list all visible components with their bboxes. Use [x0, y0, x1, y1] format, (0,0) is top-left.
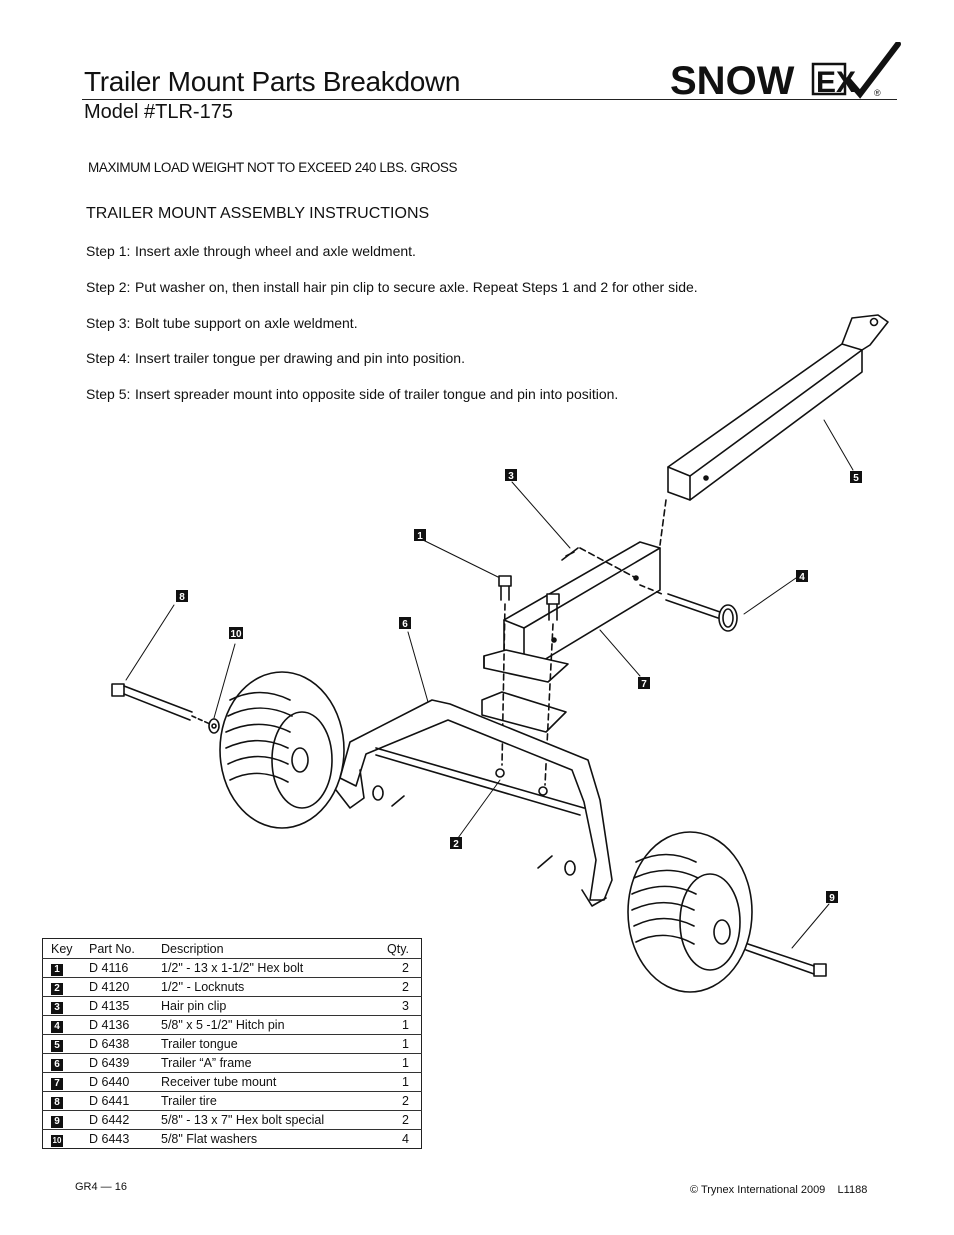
step-label: Step 2: — [86, 279, 131, 295]
callout-10 — [229, 627, 243, 640]
table-row — [43, 1054, 422, 1073]
key-badge: 2 — [51, 983, 63, 995]
qty: 1 — [376, 1016, 421, 1035]
parts-table — [42, 938, 422, 1149]
callout-3 — [505, 469, 517, 482]
part-no: D 6443 — [89, 1130, 161, 1149]
table-row — [43, 1035, 422, 1054]
step-text: Insert spreader mount into opposite side of trailer tongue and pin into position. — [135, 386, 619, 402]
header-key: Key — [51, 941, 73, 956]
leader-lines — [126, 420, 853, 948]
key-badge: 9 — [51, 1116, 63, 1128]
part-no: D 4135 — [89, 997, 161, 1016]
receiver-tube-mount — [482, 542, 660, 732]
right-tire — [628, 832, 752, 992]
callout-7 — [638, 677, 650, 690]
qty: 1 — [376, 1054, 421, 1073]
header-description: Description — [161, 941, 224, 956]
svg-text:2: 2 — [453, 839, 459, 850]
key-badge: 1 — [51, 964, 63, 976]
step-label: Step 5: — [86, 386, 131, 402]
footer-copyright — [690, 1184, 867, 1196]
hair-pin-clip — [562, 548, 578, 560]
table-row — [43, 1016, 422, 1035]
qty: 1 — [376, 1035, 421, 1054]
header-part-no: Part No. — [89, 941, 135, 956]
callout-5 — [850, 471, 862, 484]
svg-text:10: 10 — [230, 629, 242, 640]
document-code: L1188 — [837, 1184, 868, 1196]
svg-text:9: 9 — [829, 893, 835, 904]
table-row — [43, 1092, 422, 1111]
description: 5/8" - 13 x 7" Hex bolt special — [161, 1111, 376, 1130]
key-badge: 3 — [51, 1002, 63, 1014]
key-badge: 5 — [51, 1040, 63, 1052]
qty: 2 — [376, 1092, 421, 1111]
part-no: D 4120 — [89, 978, 161, 997]
page-number: GR4 — 16 — [75, 1181, 127, 1193]
qty: 2 — [376, 959, 421, 978]
description: Hair pin clip — [161, 997, 376, 1016]
qty: 1 — [376, 1073, 421, 1092]
trailer-tongue — [660, 315, 888, 545]
description: Receiver tube mount — [161, 1073, 376, 1092]
key-badge: 8 — [51, 1097, 63, 1109]
part-no: D 6441 — [89, 1092, 161, 1111]
callout-4 — [796, 570, 808, 583]
copyright-text: © Trynex International 2009 — [690, 1184, 826, 1196]
table-row — [43, 978, 422, 997]
table-row — [43, 959, 422, 978]
qty: 2 — [376, 978, 421, 997]
hitch-pin — [640, 585, 737, 631]
step-text: Bolt tube support on axle weldment. — [135, 315, 358, 331]
callout-9 — [826, 891, 838, 904]
qty: 2 — [376, 1111, 421, 1130]
step-text: Insert axle through wheel and axle weldment. — [135, 243, 416, 259]
part-no: D 6440 — [89, 1073, 161, 1092]
key-badge: 6 — [51, 1059, 63, 1071]
table-row — [43, 1073, 422, 1092]
instructions-heading: TRAILER MOUNT ASSEMBLY INSTRUCTIONS — [86, 205, 430, 222]
svg-text:4: 4 — [799, 572, 805, 583]
logo-snow-text: SNOW — [670, 59, 795, 100]
table-row — [43, 1111, 422, 1130]
logo-ex-text: EX — [816, 66, 857, 99]
step-label: Step 1: — [86, 243, 131, 259]
step-label: Step 4: — [86, 350, 131, 366]
header-qty: Qty. — [387, 941, 409, 956]
description: 1/2" - 13 x 1-1/2" Hex bolt — [161, 959, 376, 978]
table-row — [43, 1130, 422, 1149]
svg-text:5: 5 — [853, 473, 859, 484]
table-row — [43, 997, 422, 1016]
qty: 4 — [376, 1130, 421, 1149]
part-no: D 6439 — [89, 1054, 161, 1073]
key-badge: 7 — [51, 1078, 63, 1090]
key-badge: 4 — [51, 1021, 63, 1033]
callout-8 — [176, 590, 188, 603]
table-header-row — [43, 939, 422, 959]
part-no: D 6442 — [89, 1111, 161, 1130]
part-no: D 6438 — [89, 1035, 161, 1054]
key-badge: 10 — [52, 1135, 62, 1145]
step-label: Step 3: — [86, 315, 131, 331]
step-text: Insert trailer tongue per drawing and pin into position. — [135, 350, 465, 366]
registered-mark: ® — [874, 88, 881, 98]
model-number: Model #TLR-175 — [84, 101, 233, 123]
description: Trailer tongue — [161, 1035, 376, 1054]
description: Trailer “A” frame — [161, 1054, 376, 1073]
load-warning: MAXIMUM LOAD WEIGHT NOT TO EXCEED 240 LBS. GROSS — [88, 160, 458, 175]
step-text: Put washer on, then install hair pin clip to secure axle. Repeat Steps 1 and 2 for other side. — [135, 279, 698, 295]
svg-text:1: 1 — [417, 531, 423, 542]
svg-text:6: 6 — [402, 619, 408, 630]
callout-1 — [414, 529, 426, 542]
description: 1/2'' - Locknuts — [161, 978, 376, 997]
part-no: D 4136 — [89, 1016, 161, 1035]
description: Trailer tire — [161, 1092, 376, 1111]
svg-text:8: 8 — [179, 592, 185, 603]
page-title: Trailer Mount Parts Breakdown — [84, 66, 461, 97]
qty: 3 — [376, 997, 421, 1016]
svg-text:3: 3 — [508, 471, 514, 482]
description: 5/8" x 5 -1/2" Hitch pin — [161, 1016, 376, 1035]
callout-6 — [399, 617, 411, 630]
left-tire — [220, 672, 344, 828]
svg-text:7: 7 — [641, 679, 647, 690]
description: 5/8" Flat washers — [161, 1130, 376, 1149]
part-no: D 4116 — [89, 959, 161, 978]
callout-2 — [450, 837, 462, 850]
